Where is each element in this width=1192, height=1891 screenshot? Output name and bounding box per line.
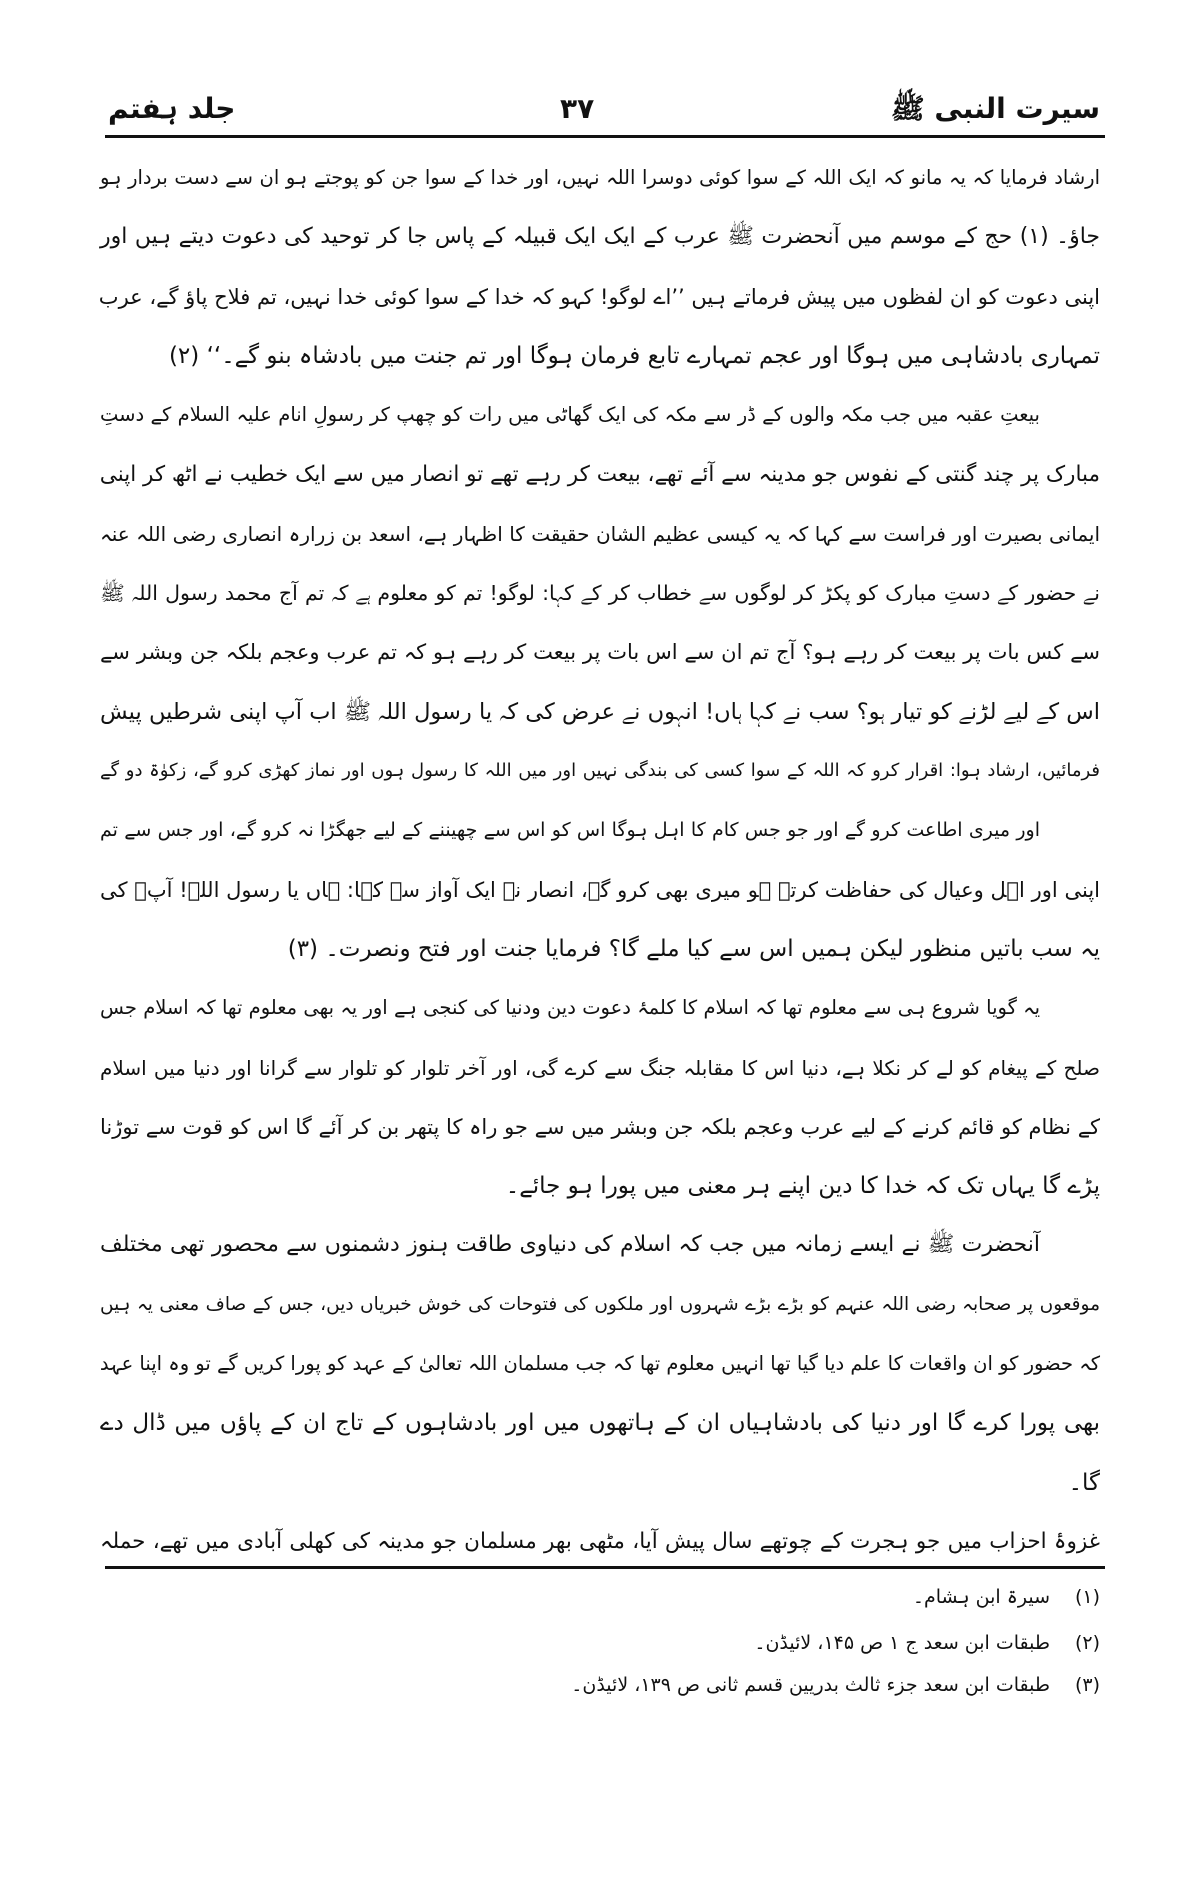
page-number: ۳۷ [560,92,595,125]
volume-label: جلد ہفتم [108,92,236,125]
text-line: ایمانی بصیرت اور فراست سے کہا کہ یہ کیسی عظیم الشان حقیقت کا اظہار ہے، اسعد بن زرارہ انصاری رضی اللہ عنہ [100,521,1100,546]
text-line: سے کس بات پر بیعت کر رہے ہو؟ آج تم ان سے اس بات پر بیعت کر رہے ہو کہ تم عرب وعجم بلکہ جن وبشر سے [100,640,1100,665]
text-line: نے حضور کے دستِ مبارک کو پکڑ کر لوگوں سے خطاب کر کے کہا: لوگو! تم کو معلوم ہے کہ تم آج محمد رسول اللہ ﷺ [100,581,1100,606]
footnote-text: سیرۃ ابن ہشام۔ [912,1586,1050,1608]
footnote-text: طبقات ابن سعد جزء ثالث بدریین قسم ثانی ص ۱۳۹، لائیڈن۔ [571,1674,1050,1696]
text-line: یہ سب باتیں منظور لیکن ہمیں اس سے کیا ملے گا؟ فرمایا جنت اور فتح ونصرت۔ (۳) [287,935,1100,962]
text-line: آنحضرت ﷺ نے ایسے زمانہ میں جب کہ اسلام کی دنیاوی طاقت ہنوز دشمنوں سے محصور تھی مختلف [100,1232,1040,1258]
section-opening-line: غزوۂ احزاب میں جو ہجرت کے چوتھے سال پیش آیا، مٹھی بھر مسلمان جو مدینہ کی کھلی آبادی میں تھے، حملہ [100,1528,1100,1554]
text-line: صلح کے پیغام کو لے کر نکلا ہے، دنیا اس کا مقابلہ جنگ سے کرے گی، اور آخر تلوار کو تلوار سے گرانا اور دنیا میں اسلام [100,1055,1100,1080]
text-line: کے نظام کو قائم کرنے کے لیے عرب وعجم بلکہ جن وبشر میں سے جو راہ کا پتھر بن کر آئے گا اس کو قوت سے توڑنا [100,1114,1100,1139]
footnote-rule [105,1566,1105,1569]
text-line: بیعتِ عقبہ میں جب مکہ والوں کے ڈر سے مکہ کی ایک گھاٹی میں رات کو چھپ کر رسولِ انام علیہ السلام کے دستِ [100,403,1040,427]
text-line: بھی پورا کرے گا اور دنیا کی بادشاہیاں ان کے ہاتھوں میں اور بادشاہوں کے تاج ان کے پاؤں میں ڈال دے [100,1410,1100,1437]
text-line: اپنی دعوت کو ان لفظوں میں پیش فرماتے ہیں ’’اے لوگو! کہو کہ خدا کے سوا کوئی خدا نہیں، تم فلاح پاؤ گے، عرب [98,284,1100,309]
footnote-number: (۳) [1074,1674,1100,1696]
text-line: اس کے لیے لڑنے کو تیار ہو؟ سب نے کہا ہاں! انہوں نے عرض کی کہ یا رسول اللہ ﷺ اب آپ اپنی شرطیں پیش [100,698,1100,725]
text-line: گا۔ [1068,1469,1100,1496]
text-line: ارشاد فرمایا کہ یہ مانو کہ ایک اللہ کے سوا کوئی دوسرا اللہ نہیں، اور خدا کے سوا جن کو پوجتے ہو ان سے دست بردار ہو [100,166,1100,189]
footnote [754,1628,1100,1658]
running-title: سیرت النبی ﷺ [890,92,1100,125]
text-line: فرمائیں، ارشاد ہوا: اقرار کرو کہ اللہ کے سوا کسی کی بندگی نہیں اور میں اللہ کا رسول ہوں اور نماز کھڑی کرو گے، زکوٰۃ دو گے [100,760,1100,781]
footnote [913,1582,1100,1612]
text-line: مبارک پر چند گنتی کے نفوس جو مدینہ سے آئے تھے، بیعت کر رہے تھے تو انصار میں سے ایک خطیب نے اٹھ کر اپنی [99,461,1100,487]
footnote-text: طبقات ابن سعد ج ۱ ص ۱۴۵، لائیڈن۔ [754,1632,1050,1654]
footnote-number: (۱) [1074,1586,1100,1608]
text-line: موقعوں پر صحابہ رضی اللہ عنہم کو بڑے بڑے شہروں اور ملکوں کی فتوحات کی خوش خبریاں دیں، جس کے صاف معنی یہ ہیں [100,1293,1100,1315]
text-line: تمہاری بادشاہی میں ہوگا اور عجم تمہارے تابع فرمان ہوگا اور تم جنت میں بادشاہ بنو گے۔‘‘ (۲) [168,342,1100,369]
text-line: اور میری اطاعت کرو گے اور جو جس کام کا اہل ہوگا اس کو اس سے چھیننے کے لیے جھگڑا نہ کرو گے، اور جس سے تم [100,819,1040,842]
footnote [571,1670,1100,1700]
text-line: جاؤ۔ (۱) حج کے موسم میں آنحضرت ﷺ عرب کے ایک ایک قبیلہ کے پاس جا کر توحید کی دعوت دیتے ہیں اور [100,224,1100,250]
footnote-number: (۲) [1074,1632,1100,1654]
text-line: اپنی اور اہل وعیال کی حفاظت کرتے ہو میری بھی کرو گے، انصار نے ایک آواز سے کہا: ہاں یا رسول اللہ! آپؐ کی [100,877,1100,902]
text-line: کہ حضور کو ان واقعات کا علم دیا گیا تھا انہیں معلوم تھا کہ جب مسلمان اللہ تعالیٰ کے عہد کو پورا کریں گے تو وہ اپنا عہد [99,1352,1100,1375]
text-line: یہ گویا شروع ہی سے معلوم تھا کہ اسلام کا کلمۂ دعوت دین ودنیا کی کنجی ہے اور یہ بھی معلوم تھا کہ اسلام جس [100,996,1040,1020]
header-rule [105,135,1105,138]
text-line: پڑے گا یہاں تک کہ خدا کا دین اپنے ہر معنی میں پورا ہو جائے۔ [505,1173,1100,1200]
